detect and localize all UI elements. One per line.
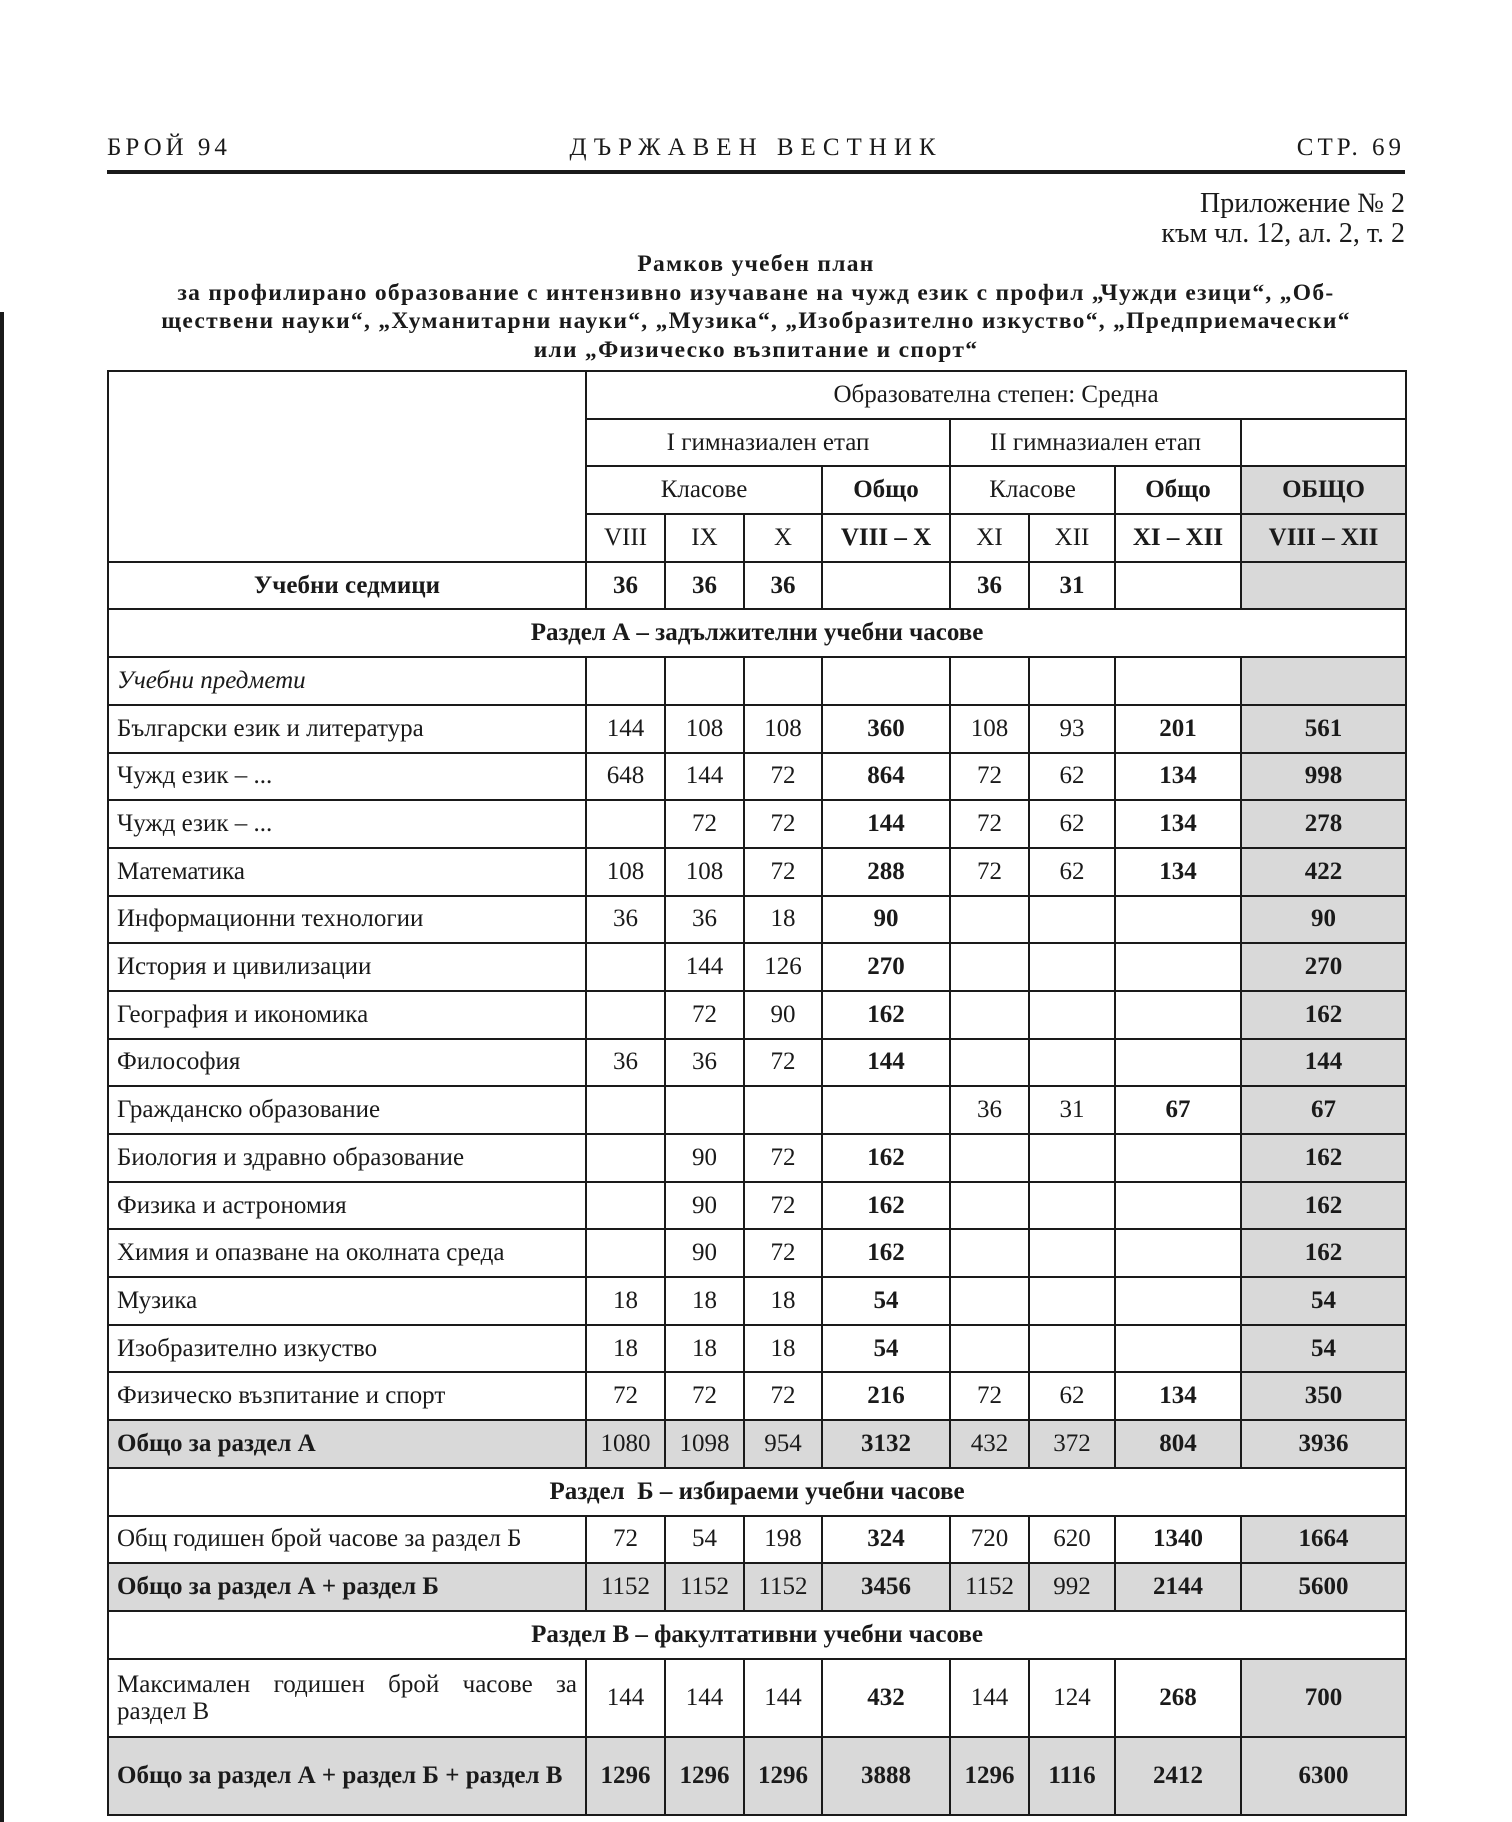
subject-row — [108, 1086, 1406, 1134]
section-b-title: Раздел Б – избираеми учебни часове — [108, 1468, 1406, 1516]
cell: 998 — [1241, 753, 1406, 801]
subject-label: Физика и астрономия — [108, 1182, 586, 1230]
cell: 18 — [586, 1277, 665, 1325]
row-label: Общо за раздел А — [108, 1420, 586, 1468]
cell: 288 — [822, 848, 950, 896]
cell: 18 — [744, 896, 822, 944]
cell: 31 — [1029, 562, 1115, 610]
cell: 72 — [744, 1229, 822, 1277]
cell: 162 — [1241, 1134, 1406, 1182]
cell: 2412 — [1115, 1737, 1241, 1815]
cell — [586, 943, 665, 991]
cell: 144 — [822, 1039, 950, 1087]
subject-row — [108, 1134, 1406, 1182]
cell: 36 — [665, 896, 744, 944]
cell: 72 — [665, 800, 744, 848]
cell — [1115, 1182, 1241, 1230]
total-1-header: Общо — [822, 466, 950, 514]
cell: 126 — [744, 943, 822, 991]
cell: 36 — [950, 562, 1029, 610]
cell: 268 — [1115, 1659, 1241, 1737]
cell — [586, 1134, 665, 1182]
cell: 134 — [1115, 753, 1241, 801]
section-a-total-row — [108, 1420, 1406, 1468]
cell: 134 — [1115, 800, 1241, 848]
cell — [950, 991, 1029, 1039]
cell: 134 — [1115, 848, 1241, 896]
cell: 432 — [822, 1659, 950, 1737]
cell — [950, 943, 1029, 991]
cell: 1152 — [744, 1563, 822, 1611]
cell — [1029, 1325, 1115, 1373]
title-line-1: Рамков учебен план — [637, 251, 875, 277]
cell: 72 — [744, 800, 822, 848]
cell — [1115, 896, 1241, 944]
cell: 90 — [822, 896, 950, 944]
cell — [950, 896, 1029, 944]
cell: 67 — [1115, 1086, 1241, 1134]
row-label: Общ годишен брой часове за раздел Б — [108, 1516, 586, 1564]
annex-reference — [1161, 189, 1405, 249]
cell — [1115, 943, 1241, 991]
running-header — [107, 134, 1405, 168]
cell: 278 — [1241, 800, 1406, 848]
cell: 5600 — [1241, 1563, 1406, 1611]
subject-row — [108, 1372, 1406, 1420]
subject-label: История и цивилизации — [108, 943, 586, 991]
cell: 36 — [665, 562, 744, 610]
subject-row — [108, 753, 1406, 801]
cell — [1115, 1134, 1241, 1182]
subject-label: Музика — [108, 1277, 586, 1325]
subjects-subheader: Учебни предмети — [108, 657, 586, 705]
cell: 36 — [744, 562, 822, 610]
cell: 1664 — [1241, 1516, 1406, 1564]
subject-row — [108, 896, 1406, 944]
cell: 422 — [1241, 848, 1406, 896]
subject-row — [108, 1182, 1406, 1230]
stage-blank — [1241, 419, 1406, 467]
cell: 648 — [586, 753, 665, 801]
cell: 144 — [822, 800, 950, 848]
cell: 360 — [822, 705, 950, 753]
total-2-header: Общо — [1115, 466, 1241, 514]
subject-rows — [108, 705, 1406, 1420]
cell — [1115, 1277, 1241, 1325]
cell: 720 — [950, 1516, 1029, 1564]
grand-total-header: ОБЩО — [1241, 466, 1406, 514]
cell — [1115, 657, 1241, 705]
grade-col: VIII – XII — [1241, 514, 1406, 562]
section-ab-total-row — [108, 1563, 1406, 1611]
cell: 72 — [744, 753, 822, 801]
cell: 108 — [665, 848, 744, 896]
weeks-row — [108, 562, 1406, 610]
cell: 162 — [822, 1134, 950, 1182]
cell: 561 — [1241, 705, 1406, 753]
cell: 350 — [1241, 1372, 1406, 1420]
cell — [1029, 1134, 1115, 1182]
subject-label: Философия — [108, 1039, 586, 1087]
cell: 162 — [1241, 1182, 1406, 1230]
cell — [586, 1086, 665, 1134]
cell: 72 — [744, 1182, 822, 1230]
cell: 72 — [586, 1372, 665, 1420]
title-line-2: за профилирано образование с интензивно изучаване на чужд език с профил „Чужди езици“, „Об- — [177, 279, 1335, 306]
subjects-subheader-row — [108, 657, 1406, 705]
issue-number: БРОЙ 94 — [107, 134, 231, 161]
cell: 198 — [744, 1516, 822, 1564]
cell: 90 — [744, 991, 822, 1039]
cell: 18 — [744, 1277, 822, 1325]
cell: 1152 — [950, 1563, 1029, 1611]
cell: 18 — [665, 1277, 744, 1325]
subject-label: Гражданско образование — [108, 1086, 586, 1134]
cell: 72 — [950, 753, 1029, 801]
cell: 36 — [586, 1039, 665, 1087]
cell — [1115, 1229, 1241, 1277]
section-b-title-row — [108, 1468, 1406, 1516]
cell: 144 — [1241, 1039, 1406, 1087]
cell — [950, 1039, 1029, 1087]
cell: 18 — [586, 1325, 665, 1373]
subject-label: Физическо възпитание и спорт — [108, 1372, 586, 1420]
cell: 162 — [1241, 991, 1406, 1039]
cell: 1296 — [586, 1737, 665, 1815]
cell: 90 — [665, 1229, 744, 1277]
cell — [665, 657, 744, 705]
cell: 134 — [1115, 1372, 1241, 1420]
cell: 144 — [665, 753, 744, 801]
annex-line-1: Приложение № 2 — [1200, 188, 1405, 219]
cell: 864 — [822, 753, 950, 801]
cell: 124 — [1029, 1659, 1115, 1737]
cell: 954 — [744, 1420, 822, 1468]
cell — [950, 1229, 1029, 1277]
cell — [586, 657, 665, 705]
cell — [1241, 562, 1406, 610]
cell — [1115, 991, 1241, 1039]
cell: 108 — [586, 848, 665, 896]
cell: 90 — [665, 1134, 744, 1182]
cell: 72 — [950, 1372, 1029, 1420]
cell: 2144 — [1115, 1563, 1241, 1611]
cell: 144 — [744, 1659, 822, 1737]
cell: 144 — [665, 1659, 744, 1737]
subject-label: Биология и здравно образование — [108, 1134, 586, 1182]
subject-label: Информационни технологии — [108, 896, 586, 944]
cell: 3888 — [822, 1737, 950, 1815]
cell — [665, 1086, 744, 1134]
cell: 3456 — [822, 1563, 950, 1611]
cell: 1098 — [665, 1420, 744, 1468]
cell: 67 — [1241, 1086, 1406, 1134]
cell: 72 — [586, 1516, 665, 1564]
cell: 54 — [1241, 1277, 1406, 1325]
title-line-4: или „Физическо възпитание и спорт“ — [533, 336, 979, 363]
cell — [1029, 1182, 1115, 1230]
classes-1-header: Класове — [586, 466, 822, 514]
cell — [950, 1325, 1029, 1373]
section-c-row — [108, 1659, 1406, 1737]
cell: 93 — [1029, 705, 1115, 753]
page-number: СТР. 69 — [1296, 134, 1405, 161]
curriculum-table — [107, 370, 1407, 1816]
cell — [950, 1134, 1029, 1182]
section-c-title: Раздел В – факултативни учебни часове — [108, 1611, 1406, 1659]
cell — [950, 657, 1029, 705]
cell — [822, 1086, 950, 1134]
cell: 270 — [822, 943, 950, 991]
cell — [586, 1182, 665, 1230]
row-label: Общо за раздел А + раздел Б — [108, 1563, 586, 1611]
cell: 162 — [822, 991, 950, 1039]
cell: 324 — [822, 1516, 950, 1564]
subject-label: Чужд език – ... — [108, 800, 586, 848]
subject-label: Изобразително изкуство — [108, 1325, 586, 1373]
cell: 144 — [665, 943, 744, 991]
subject-row — [108, 705, 1406, 753]
row-label: Общо за раздел А + раздел Б + раздел В — [108, 1737, 586, 1815]
cell: 36 — [665, 1039, 744, 1087]
cell: 108 — [744, 705, 822, 753]
cell — [586, 1229, 665, 1277]
cell — [744, 657, 822, 705]
cell — [1029, 896, 1115, 944]
cell: 18 — [744, 1325, 822, 1373]
cell: 72 — [665, 991, 744, 1039]
cell: 162 — [822, 1182, 950, 1230]
cell: 162 — [822, 1229, 950, 1277]
subject-label: Български език и литература — [108, 705, 586, 753]
cell — [1029, 943, 1115, 991]
cell: 144 — [586, 705, 665, 753]
grade-col: VIII — [586, 514, 665, 562]
subject-row — [108, 1277, 1406, 1325]
cell: 36 — [586, 896, 665, 944]
cell: 432 — [950, 1420, 1029, 1468]
grade-col: XI — [950, 514, 1029, 562]
cell: 54 — [665, 1516, 744, 1564]
classes-2-header: Класове — [950, 466, 1115, 514]
cell — [1029, 991, 1115, 1039]
grade-col: XI – XII — [1115, 514, 1241, 562]
subject-label: Чужд език – ... — [108, 753, 586, 801]
title-line-3: ществени науки“, „Хуманитарни науки“, „Музика“, „Изобразително изкуство“, „Предприемачески“ — [161, 308, 1351, 334]
cell: 31 — [1029, 1086, 1115, 1134]
cell: 36 — [586, 562, 665, 610]
cell: 72 — [744, 848, 822, 896]
section-a-title-row — [108, 609, 1406, 657]
cell: 54 — [822, 1277, 950, 1325]
cell — [1029, 1277, 1115, 1325]
cell: 1152 — [586, 1563, 665, 1611]
stage-2-header: II гимназиален етап — [950, 419, 1241, 467]
grade-col: IX — [665, 514, 744, 562]
cell: 3132 — [822, 1420, 950, 1468]
section-c-title-row — [108, 1611, 1406, 1659]
cell: 162 — [1241, 1229, 1406, 1277]
publication-name: ДЪРЖАВЕН ВЕСТНИК — [569, 134, 943, 161]
subject-row — [108, 991, 1406, 1039]
cell — [586, 991, 665, 1039]
weeks-label: Учебни седмици — [108, 562, 586, 610]
cell: 72 — [950, 848, 1029, 896]
cell: 62 — [1029, 848, 1115, 896]
row-label: Максимален годишен брой часове за раздел В — [108, 1659, 586, 1737]
cell: 3936 — [1241, 1420, 1406, 1468]
cell: 90 — [665, 1182, 744, 1230]
cell: 62 — [1029, 800, 1115, 848]
section-abc-total-row — [108, 1737, 1406, 1815]
cell: 1116 — [1029, 1737, 1115, 1815]
cell — [1115, 1325, 1241, 1373]
section-a-title: Раздел А – задължителни учебни часове — [108, 609, 1406, 657]
subject-label: География и икономика — [108, 991, 586, 1039]
degree-header: Образователна степен: Средна — [586, 371, 1406, 419]
cell: 1152 — [665, 1563, 744, 1611]
subject-row — [108, 848, 1406, 896]
grade-col: XII — [1029, 514, 1115, 562]
document-title — [107, 250, 1405, 364]
cell: 1296 — [744, 1737, 822, 1815]
cell: 216 — [822, 1372, 950, 1420]
cell: 201 — [1115, 705, 1241, 753]
annex-line-2: към чл. 12, ал. 2, т. 2 — [1161, 218, 1405, 249]
subject-row — [108, 800, 1406, 848]
cell: 700 — [1241, 1659, 1406, 1737]
cell: 144 — [950, 1659, 1029, 1737]
cell: 54 — [822, 1325, 950, 1373]
cell: 72 — [744, 1134, 822, 1182]
cell: 72 — [950, 800, 1029, 848]
cell: 1340 — [1115, 1516, 1241, 1564]
cell: 108 — [665, 705, 744, 753]
cell: 372 — [1029, 1420, 1115, 1468]
cell: 72 — [744, 1039, 822, 1087]
cell — [1029, 1039, 1115, 1087]
cell — [950, 1277, 1029, 1325]
cell — [1115, 1039, 1241, 1087]
cell: 992 — [1029, 1563, 1115, 1611]
grade-col: VIII – X — [822, 514, 950, 562]
grade-col: X — [744, 514, 822, 562]
cell — [744, 1086, 822, 1134]
header-corner — [108, 371, 586, 562]
cell: 18 — [665, 1325, 744, 1373]
cell: 72 — [744, 1372, 822, 1420]
cell: 804 — [1115, 1420, 1241, 1468]
stage-1-header: I гимназиален етап — [586, 419, 950, 467]
cell — [1029, 1229, 1115, 1277]
header-rule — [107, 170, 1405, 174]
cell: 62 — [1029, 1372, 1115, 1420]
cell: 6300 — [1241, 1737, 1406, 1815]
section-b-row — [108, 1516, 1406, 1564]
cell: 36 — [950, 1086, 1029, 1134]
cell — [1115, 562, 1241, 610]
cell: 620 — [1029, 1516, 1115, 1564]
cell: 1080 — [586, 1420, 665, 1468]
header-row-degree — [108, 371, 1406, 419]
cell — [1029, 657, 1115, 705]
cell: 144 — [586, 1659, 665, 1737]
cell: 90 — [1241, 896, 1406, 944]
page-edge-bar — [0, 312, 4, 1822]
cell: 72 — [665, 1372, 744, 1420]
cell: 1296 — [665, 1737, 744, 1815]
cell: 1296 — [950, 1737, 1029, 1815]
cell — [822, 657, 950, 705]
subject-row — [108, 1325, 1406, 1373]
cell: 108 — [950, 705, 1029, 753]
cell: 62 — [1029, 753, 1115, 801]
cell: 270 — [1241, 943, 1406, 991]
cell — [586, 800, 665, 848]
subject-row — [108, 1229, 1406, 1277]
cell: 54 — [1241, 1325, 1406, 1373]
subject-label: Математика — [108, 848, 586, 896]
subject-row — [108, 943, 1406, 991]
cell — [1241, 657, 1406, 705]
cell — [950, 1182, 1029, 1230]
subject-label: Химия и опазване на околната среда — [108, 1229, 586, 1277]
subject-row — [108, 1039, 1406, 1087]
cell — [822, 562, 950, 610]
